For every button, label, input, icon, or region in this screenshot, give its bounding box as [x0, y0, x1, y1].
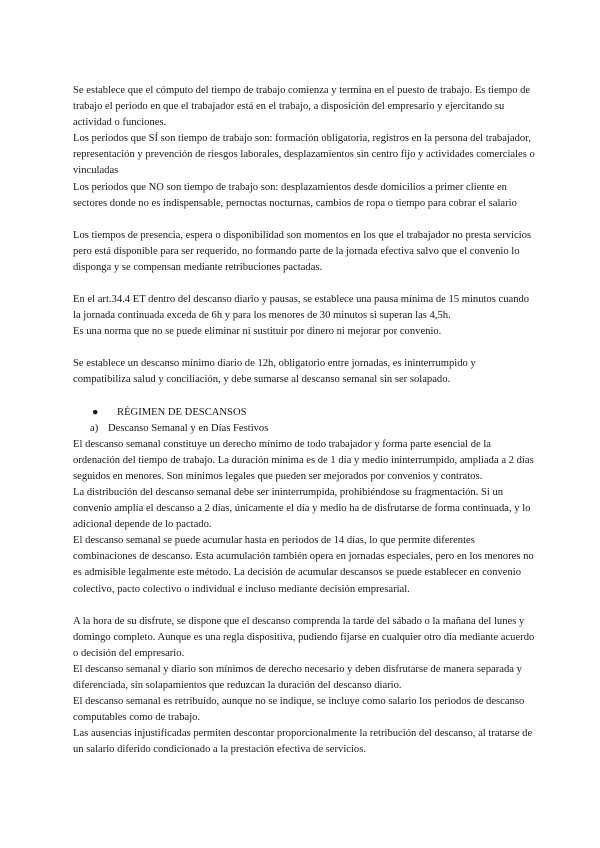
subsection-heading-text: Descanso Semanal y en Días Festivos	[108, 422, 269, 434]
document-body	[73, 83, 535, 758]
paragraph-work-time-excluded: Los periodos que NO son tiempo de trabajo son: desplazamientos desde domicilios a primer cliente en sectores donde no es indispensable, pernoctas nocturnas, cambios de ropa o tiempo para cobrar el salario	[73, 181, 517, 209]
paragraph-rest-enjoyment: A la hora de su disfrute, se dispone que el descanso comprenda la tarde del sábado o la mañana del lunes y domingo completo. Aunque es una regla dispositiva, pudiendo fijarse en cualquier otro día mediante acuerdo o decisión del empresario.	[73, 615, 535, 659]
section-heading-text: RÉGIMEN DE DESCANSOS	[117, 406, 247, 418]
section-heading	[73, 405, 535, 421]
subsection-heading	[73, 421, 535, 437]
spacer	[73, 340, 535, 356]
paragraph-pause-rule: Es una norma que no se puede eliminar ni sustituir por dinero ni mejorar por convenio.	[73, 326, 442, 338]
paragraph-weekly-distribution: La distribución del descanso semanal debe ser ininterrumpida, prohibiéndose su fragmentación. Si un convenio amplía el descanso a 2 días, únicamente el día y medio ha de disfrutarse de forma continuada, y lo adicional depende de lo pactado.	[73, 486, 531, 531]
paragraph-work-time-included: Los periodos que SÍ son tiempo de trabajo son: formación obligatoria, registros en la persona del trabajador, representación y prevención de riesgos laborales, desplazamientos sin centro fijo y actividades comerciales o vinculadas	[73, 133, 535, 177]
paragraph-pause: En el art.34.4 ET dentro del descanso diario y pausas, se establece una pausa mínima de 15 minutos cuando la jornada continuada exceda de 6h y para los menores de 30 minutos si superan las 4,5h.	[73, 294, 530, 322]
paragraph-rest-separation: El descanso semanal y diario son mínimos de derecho necesario y deben disfrutarse de manera separada y diferenciada, sin solapamientos que reduzcan la duración del descanso diario.	[73, 663, 522, 691]
paragraph-unjustified-absences: Las ausencias injustificadas permiten descontar proporcionalmente la retribución del descanso, al tratarse de un salario diferido condicionado a la prestación efectiva de servicios.	[73, 728, 533, 756]
paragraph-weekly-accumulation: El descanso semanal se puede acumular hasta en periodos de 14 días, lo que permite diferentes combinaciones de descanso. Esta acumulación también opera en jornadas especiales, pero en los menores no es admisible legalmente este método. La decisión de acumular descansos se puede establecer en convenio colectivo, pacto colectivo o individual e incluso mediante decisión empresarial.	[73, 535, 534, 595]
paragraph-presence-time: Los tiempos de presencia, espera o disponibilidad son momentos en los que el trabajador no presta servicios pero está disponible para ser requerido, no formando parte de la jornada efectiva salvo que el convenio lo disponga y se compensan mediante retribuciones pactadas.	[73, 229, 532, 273]
paragraph-daily-rest: Se establece un descanso mínimo diario de 12h, obligatorio entre jornadas, es ininterrumpido y compatibiliza salud y conciliación, y debe sumarse al descanso semanal sin ser solapado.	[73, 358, 476, 386]
spacer	[73, 389, 535, 405]
spacer	[73, 276, 535, 292]
spacer	[73, 598, 535, 614]
paragraph-weekly-rest: El descanso semanal constituye un derecho mínimo de todo trabajador y forma parte esencial de la ordenación del tiempo de trabajo. La duración mínima es de 1 día y medio ininterrumpido, ampliada a 2 días seguidos en menores. Son mínimos legales que pueden ser mejorados por convenios y contratos.	[73, 438, 534, 482]
bullet-icon: ●	[92, 406, 99, 418]
paragraph-rest-paid: El descanso semanal es retribuido, aunque no se indique, se incluye como salario los periodos de descanso computables como de trabajo.	[73, 696, 525, 724]
paragraph-work-time-definition: Se establece que el cómputo del tiempo de trabajo comienza y termina en el puesto de trabajo. Es tiempo de trabajo el periodo en que el trabajador está en el trabajo, a disposición del empresario y ejercitando su actividad o funciones.	[73, 85, 531, 129]
subsection-letter: a)	[90, 422, 99, 434]
spacer	[73, 212, 535, 228]
